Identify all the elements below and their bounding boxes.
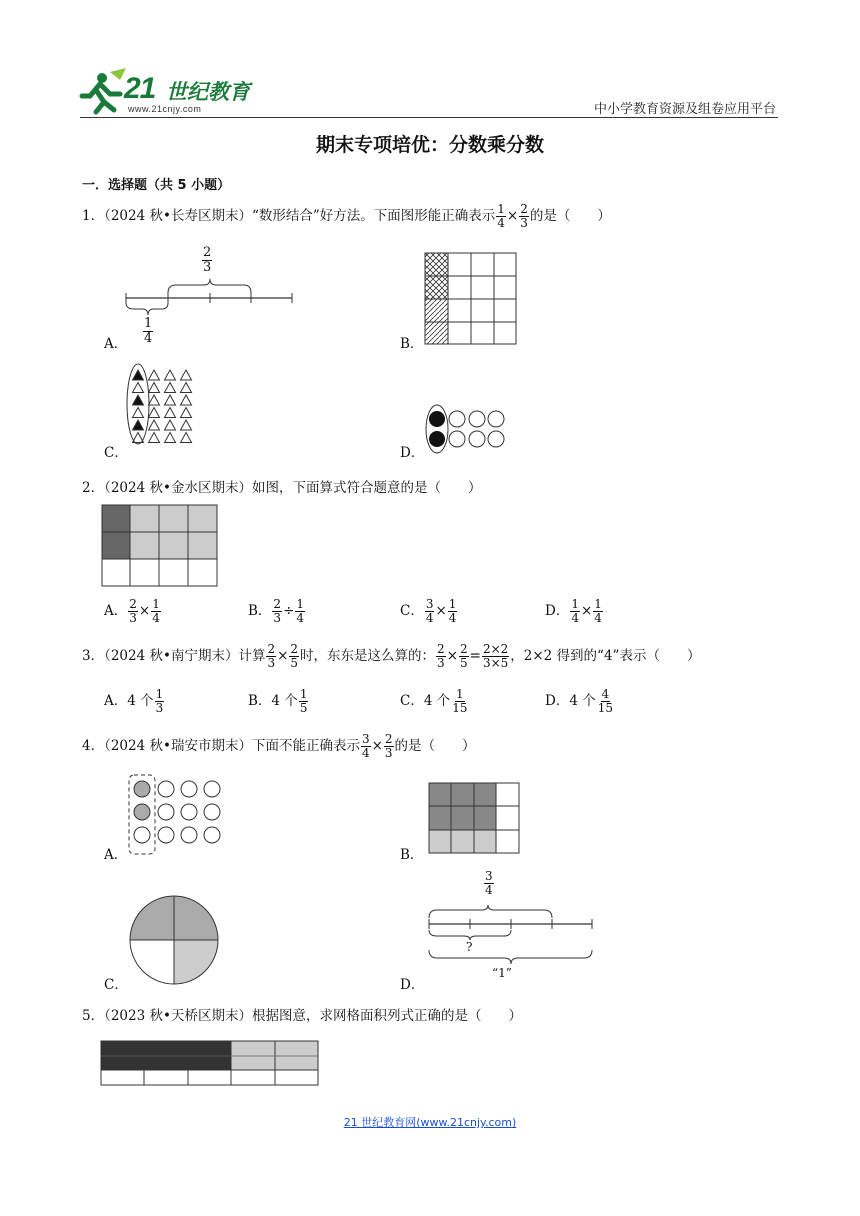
diagram-4c <box>128 894 220 986</box>
option-label-c[interactable]: C． <box>104 445 128 461</box>
q3-option-b[interactable]: B．4 个 $\frac{1}{5}$ <box>248 687 308 715</box>
triangle-icon <box>165 370 176 380</box>
triangle-icon <box>165 420 176 430</box>
question-mark-label: ? <box>466 940 473 954</box>
q3-option-a[interactable]: A．4 个 $\frac{1}{3}$ <box>104 687 164 715</box>
triangle-icon <box>181 420 192 430</box>
triangle-icon <box>181 408 192 418</box>
logo-text: 世纪教育 <box>166 80 250 104</box>
fraction-label: $\frac{3}{4}$ <box>485 869 493 897</box>
triangle-icon <box>149 370 160 380</box>
triangle-icon <box>133 395 144 405</box>
triangle-icon <box>165 408 176 418</box>
fraction-label: $\frac{2}{3}$ <box>203 245 212 275</box>
triangle-icon <box>181 395 192 405</box>
option-label-d[interactable]: D． <box>400 445 425 461</box>
q3-option-c[interactable]: C．4 个 $\frac{1}{15}$ <box>400 687 468 715</box>
footer-link[interactable]: 21 世纪教育网(www.21cnjy.com) <box>343 1116 517 1129</box>
logo-url: www.21cnjy.com <box>128 104 202 114</box>
q3-option-d[interactable]: D．4 个 $\frac{4}{15}$ <box>545 687 613 715</box>
question-3: 3．（2024 秋•南宁期末）计算 $\frac{2}{3}$ × $\frac{2}{5}$ 时，东东是这么算的： $\frac{2}{3}$ × $\frac{2}{5}$ = $\frac{2\times 2}{3\times 5}$ ，2×2 得到的“4”表示（ ） <box>82 642 701 670</box>
option-label-d[interactable]: D． <box>400 977 425 993</box>
triangle-icon <box>149 420 160 430</box>
fraction-label: $\frac{1}{4}$ <box>144 316 153 346</box>
option-label-b[interactable]: B． <box>400 847 424 863</box>
diagram-4b <box>428 782 524 856</box>
diagram-5 <box>100 1040 322 1090</box>
diagram-4a <box>128 774 228 856</box>
triangle-icon <box>181 383 192 393</box>
diagram-2 <box>101 504 221 590</box>
triangle-icon <box>181 370 192 380</box>
diagram-1d <box>424 404 514 456</box>
logo-number: 21 <box>124 72 156 105</box>
triangle-icon <box>133 408 144 418</box>
page-title: 期末专项培优：分数乘分数 <box>315 134 544 156</box>
fraction: $\frac{2}{3}$ <box>520 202 528 230</box>
diagram-1b <box>424 252 524 352</box>
triangle-icon <box>149 395 160 405</box>
question-5: 5．（2023 秋•天桥区期末）根据图意，求网格面积列式正确的是（ ） <box>82 1008 522 1024</box>
q2-option-c[interactable]: C． $\frac{3}{4}$ × $\frac{1}{4}$ <box>400 597 457 625</box>
triangle-icon <box>133 370 144 380</box>
triangle-icon <box>133 420 144 430</box>
triangle-icon <box>149 433 160 443</box>
triangle-icon <box>165 433 176 443</box>
option-label-a[interactable]: A． <box>104 336 128 352</box>
triangle-icon <box>165 383 176 393</box>
q2-option-a[interactable]: A． $\frac{2}{3}$ × $\frac{1}{4}$ <box>104 597 160 625</box>
triangle-icon <box>149 408 160 418</box>
whole-label: “1” <box>492 966 512 980</box>
header-rule <box>80 117 778 118</box>
question-2: 2．（2024 秋•金水区期末）如图，下面算式符合题意的是（ ） <box>82 480 482 496</box>
option-label-b[interactable]: B． <box>400 336 424 352</box>
q2-option-b[interactable]: B． $\frac{2}{3}$ ÷ $\frac{1}{4}$ <box>248 597 305 625</box>
logo <box>80 66 250 116</box>
q2-option-d[interactable]: D． $\frac{1}{4}$ × $\frac{1}{4}$ <box>545 597 602 625</box>
runner-icon <box>80 66 130 114</box>
triangle-icon <box>149 383 160 393</box>
triangle-icon <box>165 395 176 405</box>
fraction: $\frac{1}{4}$ <box>497 202 505 230</box>
section-heading: 一．选择题（共 5 小题） <box>82 178 231 193</box>
question-4: 4．（2024 秋•瑞安市期末）下面不能正确表示 $\frac{3}{4}$ × $\frac{2}{3}$ 的是（ ） <box>82 732 476 760</box>
diagram-1c <box>124 364 204 454</box>
question-1: 1．（2024 秋•长寿区期末）“数形结合”好方法。下面图形能正确表示 $\frac{1}{4}$ × $\frac{2}{3}$ 的是（ ） <box>82 202 611 230</box>
platform-name: 中小学教育资源及组卷应用平台 <box>593 102 776 117</box>
triangle-icon <box>181 433 192 443</box>
option-label-c[interactable]: C． <box>104 977 128 993</box>
option-label-a[interactable]: A． <box>104 847 128 863</box>
triangle-icon <box>133 383 144 393</box>
